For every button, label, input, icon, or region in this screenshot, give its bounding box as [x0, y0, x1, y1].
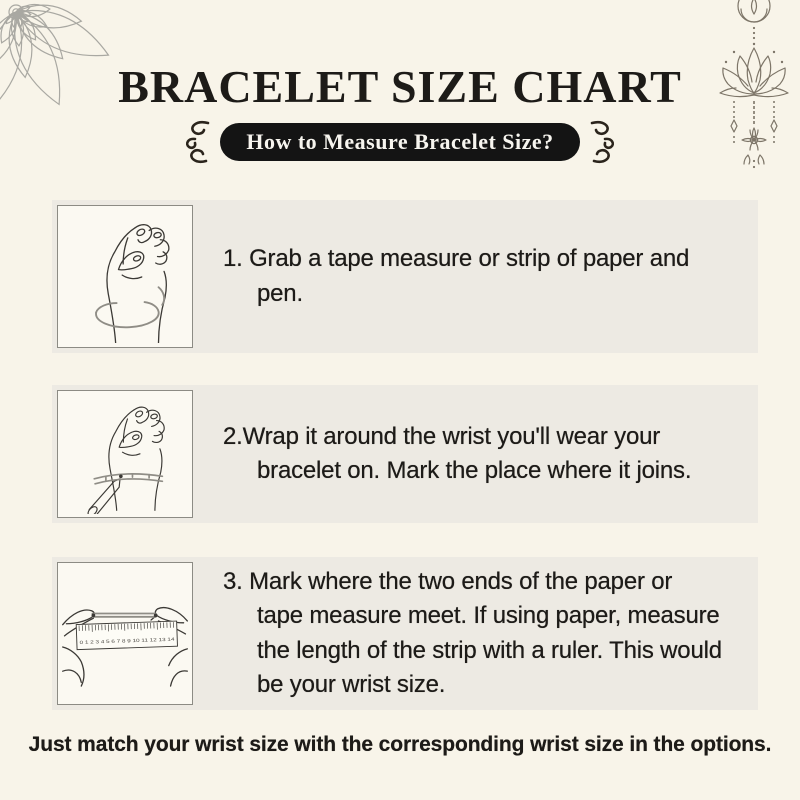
step-2-line-1: 2.Wrap it around the wrist you'll wear your: [223, 422, 661, 450]
step-2-text: [198, 420, 758, 489]
ruler-numbers: 0 1 2 3 4 5 6 7 8 9 10 11 12 13 14: [79, 637, 150, 645]
step-2-illustration-box: [57, 390, 193, 518]
step-row-3: [52, 557, 758, 710]
step-3-line-1: 3. Mark where the two ends of the paper or: [223, 567, 673, 595]
swirl-ornament-left-icon: [181, 119, 211, 165]
step-row-1: [52, 200, 758, 353]
step-row-2: [52, 385, 758, 523]
step-3-text: [198, 565, 758, 703]
swirl-ornament-right-icon: [589, 119, 619, 165]
step-1-line-1: 1. Grab a tape measure or strip of paper and: [223, 245, 690, 272]
step-1-illustration-box: [57, 205, 193, 348]
step-2-line-2: bracelet on. Mark the place where it joins.: [257, 457, 692, 484]
subtitle-row: [0, 119, 800, 165]
hand-pen-marking-icon: [60, 394, 190, 514]
step-3-line-4: be your wrist size.: [257, 671, 446, 698]
page-title: BRACELET SIZE CHART: [118, 61, 682, 112]
step-3-illustration-box: [57, 562, 193, 705]
footer-note: Just match your wrist size with the corresponding wrist size in the options.: [28, 733, 772, 756]
step-1-text: [198, 242, 758, 311]
step-1-line-2: pen.: [257, 279, 303, 307]
hand-tape-loop-icon: [60, 210, 190, 344]
step-3-line-2: tape measure meet. If using paper, measure: [257, 602, 720, 629]
subtitle-badge: How to Measure Bracelet Size?: [220, 123, 579, 161]
step-3-line-3: the length of the strip with a ruler. This would: [257, 636, 722, 664]
steps-list: [52, 200, 758, 710]
ruler-measuring-icon: [60, 567, 190, 701]
